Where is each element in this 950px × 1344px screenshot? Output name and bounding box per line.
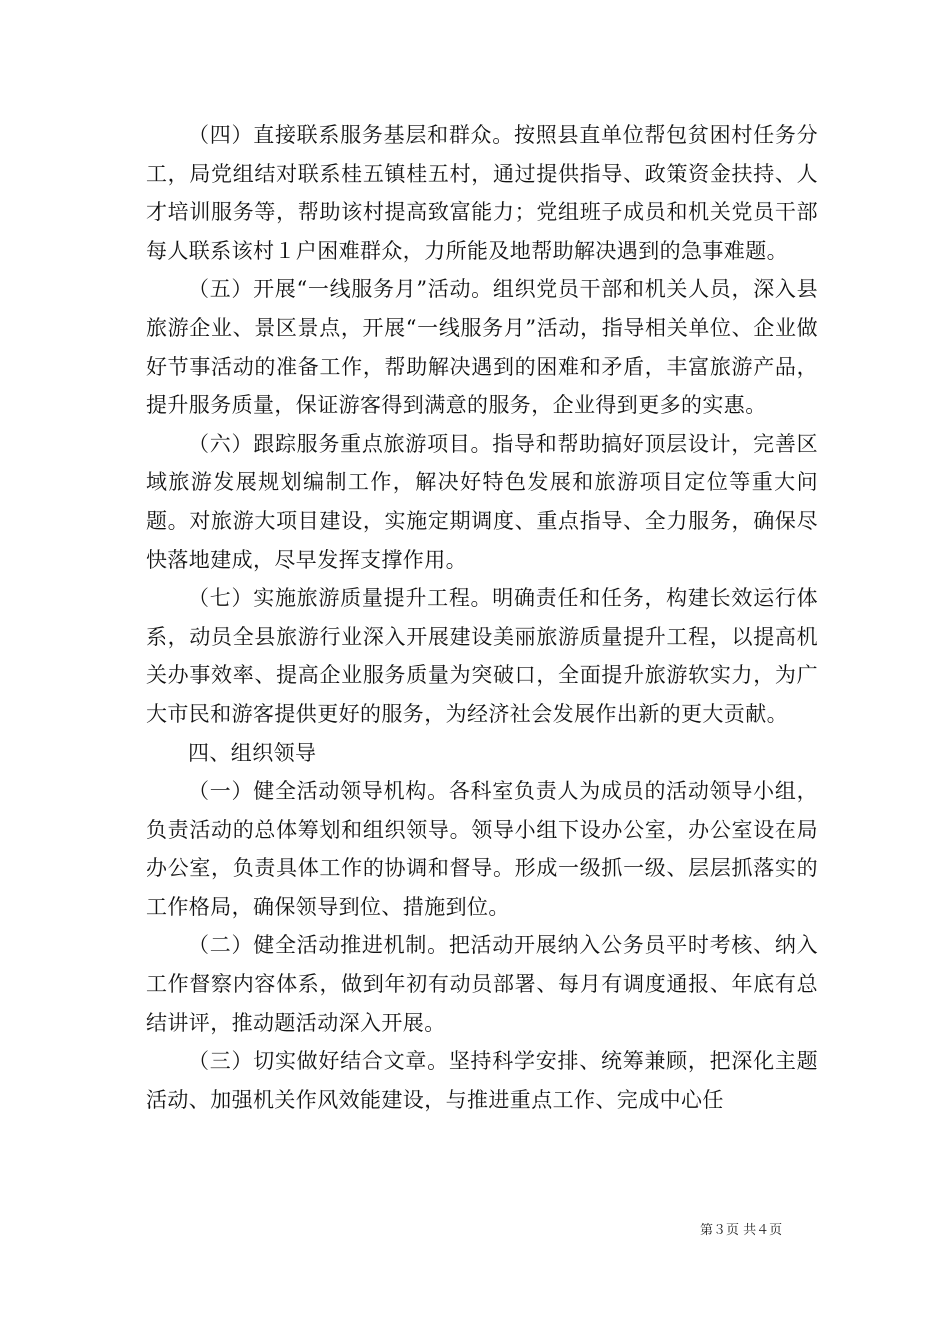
paragraph-item-6: （六）跟踪服务重点旅游项目。指导和帮助搞好顶层设计，完善区域旅游发展规划编制工作，解决好特色发展和旅游项目定位等重大问题。对旅游大项目建设，实施定期调度、重点指导、全力服务，确保尽快落地建成，尽早发挥支撑作用。 [146,431,818,572]
section-heading-organization: 四、组织领导 [188,740,317,765]
document-body [146,116,818,1119]
paragraph-item-2: （二）健全活动推进机制。把活动开展纳入公务员平时考核、纳入工作督察内容体系，做到年初有动员部署、每月有调度通报、年底有总结讲评，推动题活动深入开展。 [146,933,818,1035]
paragraph-item-4: （四）直接联系服务基层和群众。按照县直单位帮包贫困村任务分工，局党组结对联系桂五镇桂五村，通过提供指导、政策资金扶持、人才培训服务等，帮助该村提高致富能力；党组班子成员和机关党员干部每人联系该村１户困难群众，力所能及地帮助解决遇到的急事难题。 [146,123,818,263]
paragraph-item-3: （三）切实做好结合文章。坚持科学安排、统筹兼顾，把深化主题活动、加强机关作风效能建设，与推进重点工作、完成中心任 [146,1049,818,1112]
page-number-footer: 第３页 共４页 [700,1223,783,1238]
paragraph-item-7: （七）实施旅游质量提升工程。明确责任和任务，构建长效运行体系，动员全县旅游行业深入开展建设美丽旅游质量提升工程，以提高机关办事效率、提高企业服务质量为突破口，全面提升旅游软实力，为广大市民和游客提供更好的服务，为经济社会发展作出新的更大贡献。 [146,586,818,726]
paragraph-item-5: （五）开展“一线服务月”活动。组织党员干部和机关人员，深入县旅游企业、景区景点，开展“一线服务月”活动，指导相关单位、企业做好节事活动的准备工作，帮助解决遇到的困难和矛盾，丰富旅游产品，提升服务质量，保证游客得到满意的服务，企业得到更多的实惠。 [146,277,818,418]
paragraph-item-1: （一）健全活动领导机构。各科室负责人为成员的活动领导小组，负责活动的总体筹划和组织领导。领导小组下设办公室，办公室设在局办公室，负责具体工作的协调和督导。形成一级抓一级、层层抓落实的工作格局，确保领导到位、措施到位。 [146,779,818,919]
